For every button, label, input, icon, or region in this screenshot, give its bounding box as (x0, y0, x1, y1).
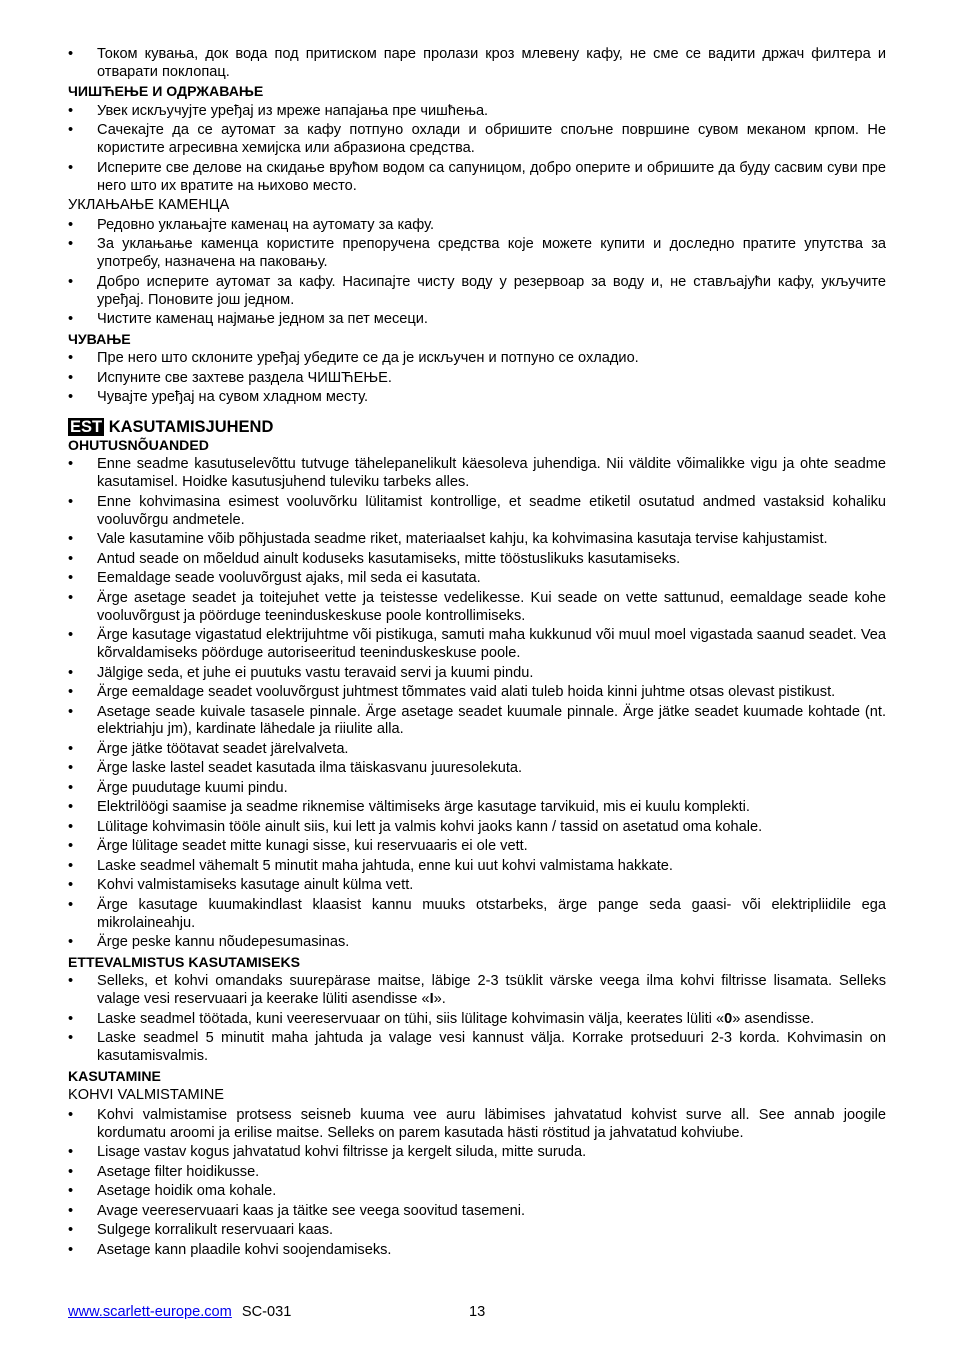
list-item: • Antud seade on mõeldud ainult koduseks kasutamiseks, mitte tööstuslikuks kasutamiseks. (68, 551, 886, 569)
list-item: • Asetage kann plaadile kohvi soojendamiseks. (68, 1242, 886, 1260)
list-item: • Пре него што склоните уређај убедите се да је искључен и потпуно се охладио. (68, 350, 886, 368)
website-link[interactable]: www.scarlett-europe.com (68, 1304, 232, 1320)
list-item: • Laske seadmel vähemalt 5 minutit maha jahtuda, enne kui uut kohvi valmistama hakkate. (68, 858, 886, 876)
list-item: • Avage veereservuaari kaas ja täitke see veega soovitud tasemeni. (68, 1203, 886, 1221)
section-heading: OHUTUSNÕUANDED (68, 436, 209, 453)
list-item: • Током кувања, док вода под притиском паре пролази кроз млевену кафу, не сме се вадити држач филтера и отварати поклопац. (68, 46, 886, 82)
page-content (68, 46, 886, 1261)
list-item: • Asetage filter hoidikusse. (68, 1164, 886, 1182)
subsection-heading: KOHVI VALMISTAMINE (68, 1087, 224, 1104)
list-item: • Enne kohvimasina esimest vooluvõrku lülitamist kontrollige, et seadme etiketil osutatud andmed vastaksid kohaliku vooluvõrgu andmetele. (68, 494, 886, 530)
switch-position: 0 (724, 1010, 733, 1027)
language-title (68, 417, 886, 437)
list-item: • Elektrilöögi saamise ja seadme riknemise vältimiseks ärge kasutage tarvikuid, mis ei kuulu komplekti. (68, 799, 886, 817)
model-number: SC-031 (241, 1304, 292, 1320)
list-item: • Ärge kasutage kuumakindlast klaasist kannu muuks otstarbeks, ärge pange seda gaasi- või elektripliidile ega mikrolaineahju. (68, 897, 886, 933)
list-item: • Lülitage kohvimasin tööle ainult siis, kui lett ja valmis kohvi jaoks kann / tassid on asetatud oma kohale. (68, 819, 886, 837)
list-item: • За уклањање каменца користите препоручена средства које можете купити и доследно пратите упутства за употребу, назначена на паковању. (68, 236, 886, 272)
text-part: » asendisse. (732, 1010, 815, 1027)
list-item: • Ärge eemaldage seadet vooluvõrgust juhtmest tõmmates vaid alati tuleb hoida kinni juhtme otsas olevast pistikust. (68, 684, 886, 702)
list-item: • Enne seadme kasutuselevõttu tutvuge tähelepanelikult käesoleva juhendiga. Nii väldite võimalikke vigu ja ohte seadme kasutamisel. Hoidke kasutusjuhend tuleviku tarbeks alles. (68, 456, 886, 492)
list-item: • Ärge kasutage vigastatud elektrijuhtme või pistikuga, samuti maha kukkunud või muul moel vigastada saanud seadet. Vea kõrvaldamiseks pöörduge autoriseeritud teeninduskeskuse poole. (68, 627, 886, 663)
subsection-heading: УКЛАЊАЊЕ КАМЕНЦА (68, 197, 230, 214)
page-footer (68, 1304, 886, 1320)
text-part: ». (433, 991, 446, 1008)
list-item: • Lisage vastav kogus jahvatatud kohvi filtrisse ja kergelt siluda, mitte suruda. (68, 1144, 886, 1162)
list-item: • Jälgige seda, et juhe ei puutuks vastu teravaid servi ja kuumi pindu. (68, 665, 886, 683)
list-item: • Увек искључујте уређај из мреже напајања пре чишћења. (68, 103, 886, 121)
list-item: • Ärge puudutage kuumi pindu. (68, 780, 886, 798)
list-item: • Sulgege korralikult reservuaari kaas. (68, 1222, 886, 1240)
list-item: • Редовно уклањајте каменац на аутомату за кафу. (68, 217, 886, 235)
list-item: • Laske seadmel 5 minutit maha jahtuda ja valage vesi kannust välja. Korrake protseduuri 2-3 korda. Kohvimasin on kasutamisvalmis. (68, 1030, 886, 1066)
text-part: Laske seadmel töötada, kuni veereservuaar on tühi, siis lülitage kohvimasin välja, keerates lüliti « (97, 1010, 725, 1027)
list-item (68, 1011, 886, 1029)
text-part: Selleks, et kohvi omandaks suurepärase maitse, läbige 2-3 tsüklit värske veega ilma kohvi filtrisse lisamata. Selleks valage vesi reservuaari ja keerake lüliti asendisse « (97, 973, 886, 1008)
section-heading: ETTEVALMISTUS KASUTAMISEKS (68, 953, 301, 970)
list-item: • Ärge laske lastel seadet kasutada ilma täiskasvanu juuresolekuta. (68, 760, 886, 778)
list-item: • Asetage seade kuivale tasasele pinnale. Ärge asetage seadet kuumale pinnale. Ärge jätke seadet kuumade kohtade (nt. elektriahju jm), kardinate lähedale ja riiulite alla. (68, 704, 886, 740)
list-item: • Ärge asetage seadet ja toitejuhet vette ja teistesse vedelikesse. Kui seade on vette sattunud, eemaldage seade kohe vooluvõrgust ja pöörduge teeninduskeskuse poole kontrollimiseks. (68, 590, 886, 626)
list-item: • Asetage hoidik oma kohale. (68, 1183, 886, 1201)
list-item: • Добро исперите аутомат за кафу. Насипајте чисту воду у резервоар за воду и, не стављајући кафу, укључите уређај. Поновите још једном. (68, 274, 886, 310)
section-heading: KASUTAMINE (68, 1067, 161, 1084)
list-item: • Чистите каменац најмање једном за пет месеци. (68, 311, 886, 329)
list-item: • Kohvi valmistamise protsess seisneb kuuma vee auru läbimises jahvatatud kohvist surve all. See annab joogile kordumatu aroomi ja erilise maitse. Selleks on parem kasutada hästi röstitud ja jahvatatud kohviube. (68, 1107, 886, 1143)
list-item: • Сачекајте да се аутомат за кафу потпуно охлади и обришите спољне површине сувом меканом крпом. Не користите агресивна хемијска или абразиона средства. (68, 122, 886, 158)
list-item: • Ärge peske kannu nõudepesumasinas. (68, 934, 886, 952)
page-number: 13 (469, 1304, 486, 1320)
list-item (68, 973, 886, 1009)
list-item: • Kohvi valmistamiseks kasutage ainult külma vett. (68, 877, 886, 895)
section-heading: ЧУВАЊЕ (68, 330, 131, 347)
switch-position: I (429, 991, 434, 1008)
title-text: KASUTAMISJUHEND (108, 417, 274, 436)
list-item: • Чувајте уређај на сувом хладном месту. (68, 389, 886, 407)
list-item: • Исперите све делове на скидање врућом водом са сапуницом, добро оперите и обришите да буду сасвим суви пре него што их вратите на њихово место. (68, 160, 886, 196)
list-item: • Eemaldage seade vooluvõrgust ajaks, mil seda ei kasutata. (68, 570, 886, 588)
list-item: • Ärge jätke töötavat seadet järelvalveta. (68, 741, 886, 759)
section-heading: ЧИШЋЕЊЕ И ОДРЖАВАЊЕ (68, 83, 264, 100)
list-item: • Ärge lülitage seadet mitte kunagi sisse, kui reservuaaris ei ole vett. (68, 838, 886, 856)
list-item: • Испуните све захтеве раздела ЧИШЋЕЊЕ. (68, 370, 886, 388)
language-tag: EST (70, 417, 103, 436)
list-item: • Vale kasutamine võib põhjustada seadme riket, materiaalset kahju, ka kohvimasina kasutaja tervise kahjustamist. (68, 531, 886, 549)
